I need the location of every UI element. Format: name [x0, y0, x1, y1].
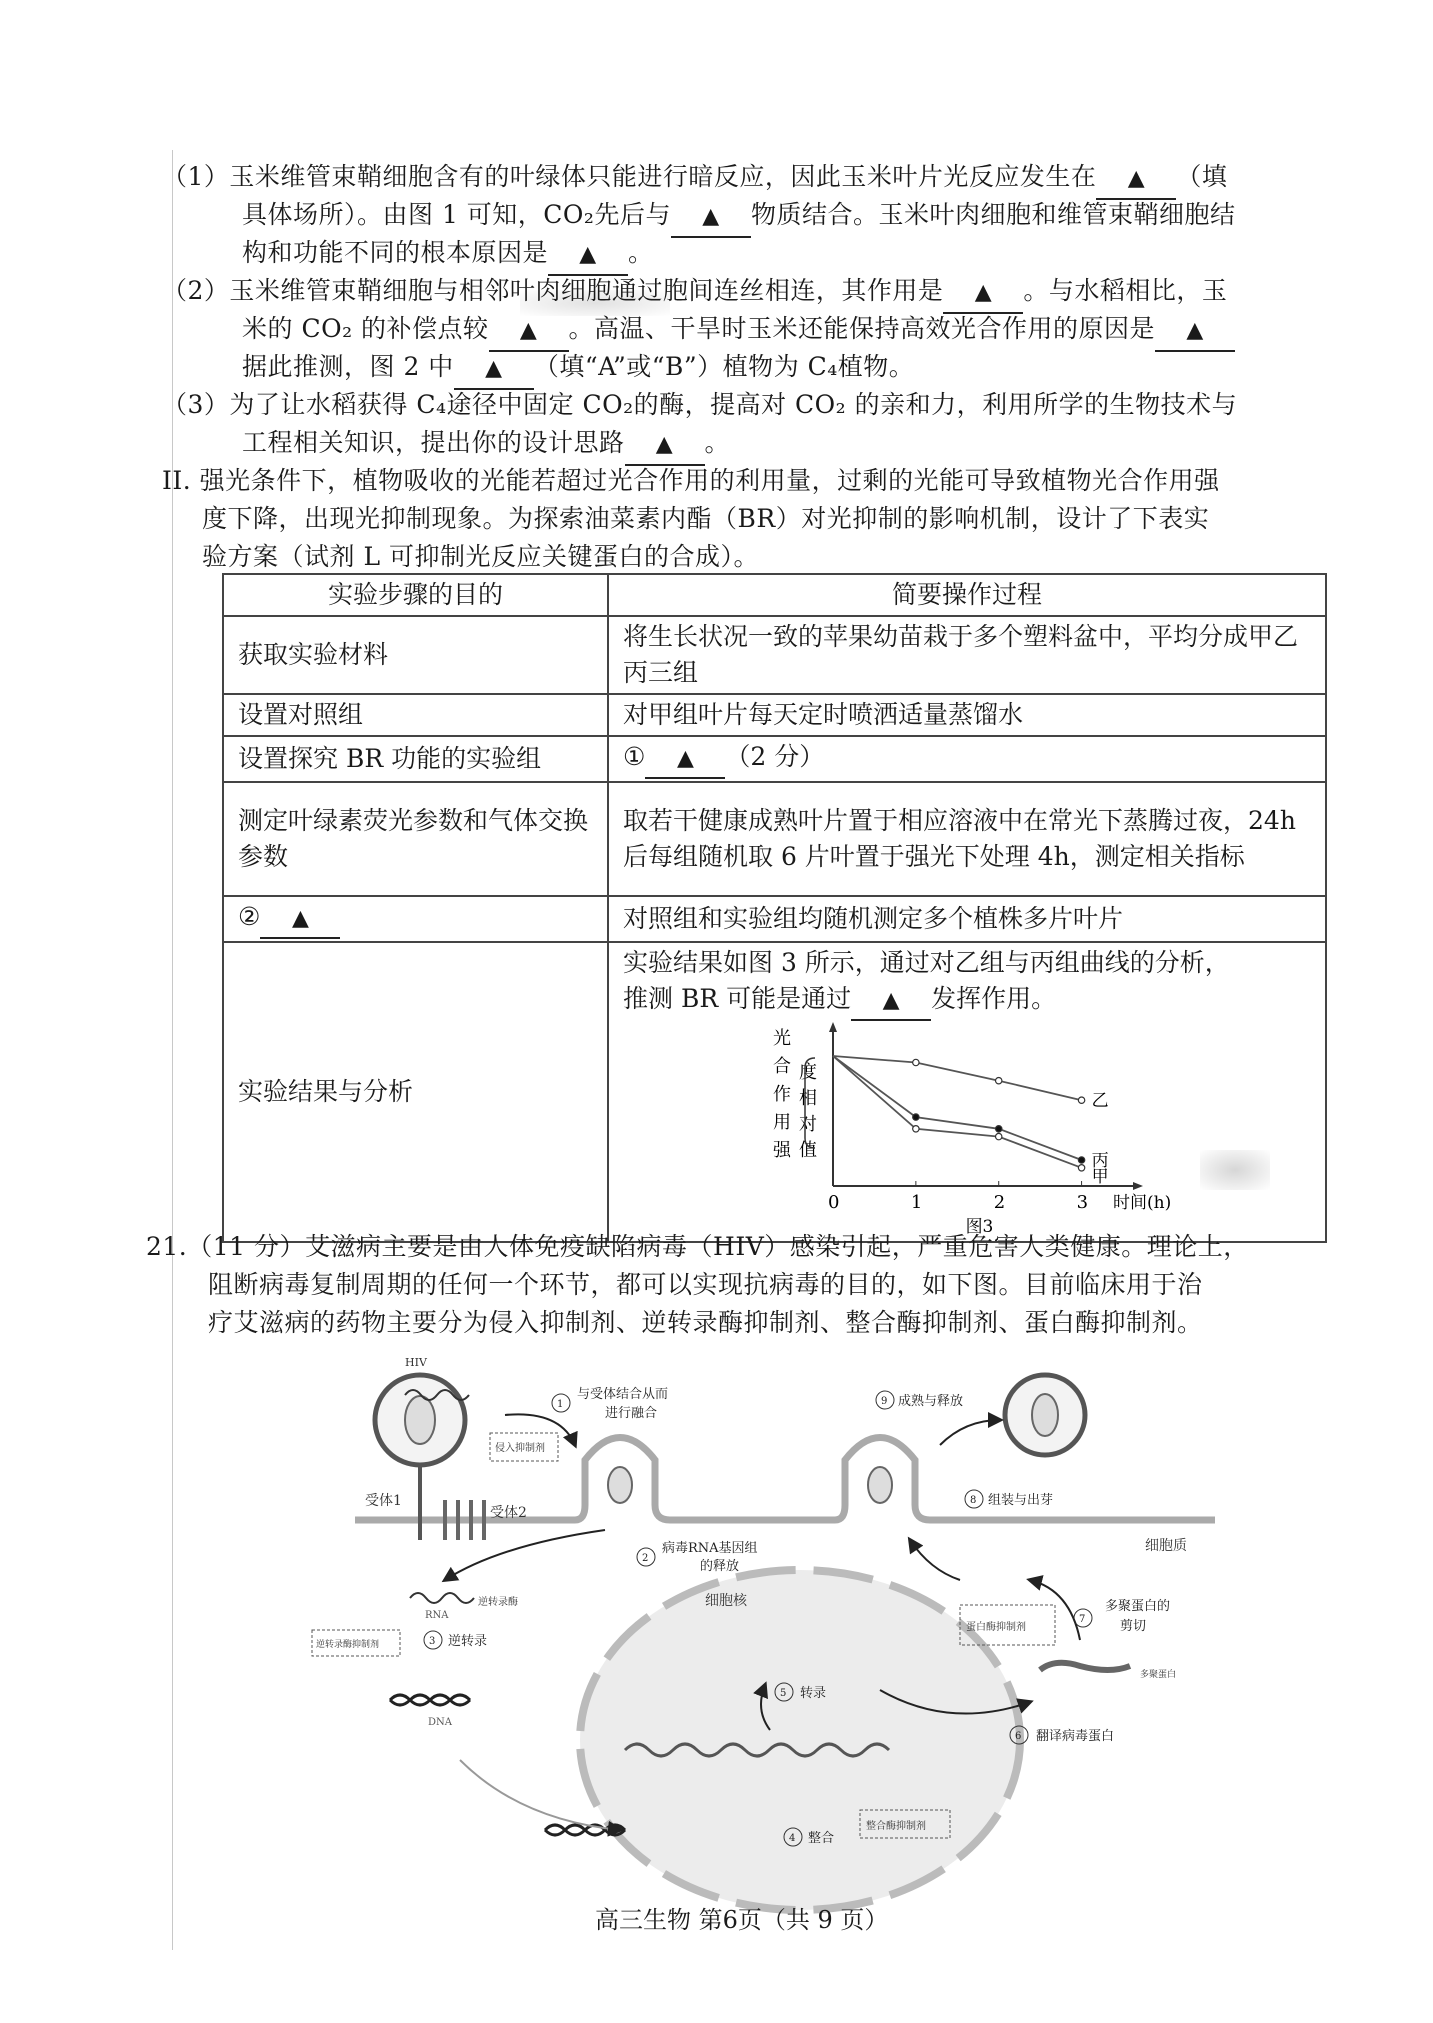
- q20-sub3-line1: [162, 386, 1237, 424]
- q20-sub2-line2: [242, 310, 1235, 352]
- step-label: 多聚蛋白的: [1105, 1599, 1171, 1614]
- text: 构和功能不同的根本原因是: [242, 238, 549, 267]
- y-axis-label-char: 光: [773, 1028, 791, 1049]
- table-row: [223, 694, 1326, 736]
- table-cell-process: 取若干健康成熟叶片置于相应溶液中在常光下蒸腾过夜，24h 后每组随机取 6 片叶置于强光下处理 4h，测定相关指标: [608, 782, 1326, 896]
- circled-number: ②: [238, 902, 261, 931]
- nucleus-shape: [580, 1570, 1020, 1910]
- step-label: 进行融合: [605, 1406, 658, 1421]
- x-tick-label: 1: [910, 1192, 923, 1213]
- x-tick-label: 3: [1076, 1192, 1089, 1213]
- text: 推测 BR 可能是通过: [623, 984, 852, 1013]
- q20-sub3-line2: [242, 424, 730, 466]
- cytoplasm-label: 细胞质: [1145, 1538, 1187, 1554]
- step-number: 8: [970, 1495, 977, 1506]
- table-cell-purpose: [223, 896, 608, 942]
- y-axis-label-char: 值: [799, 1140, 817, 1161]
- text: [623, 981, 1311, 1021]
- table-header: 实验步骤的目的: [223, 574, 608, 616]
- table-cell-purpose: 实验结果与分析: [223, 942, 608, 1242]
- step-label: 整合: [808, 1831, 835, 1846]
- table-cell-process: 对照组和实验组均随机测定多个植株多片叶片: [608, 896, 1326, 942]
- answer-blank[interactable]: [1096, 158, 1176, 200]
- text: 具体场所）。由图 1 可知，CO₂先后与: [242, 200, 671, 229]
- integrase-inhibitor-label: 整合酶抑制剂: [866, 1821, 926, 1832]
- answer-blank[interactable]: [645, 739, 725, 779]
- series-label: 乙: [1091, 1091, 1109, 1112]
- step-number: 4: [789, 1833, 796, 1844]
- step-label: 与受体结合从而: [577, 1387, 669, 1402]
- dna-label: DNA: [428, 1717, 452, 1728]
- step-number: 3: [429, 1636, 436, 1647]
- protease-inhibitor-label: 蛋白酶抑制剂: [966, 1622, 1026, 1633]
- blank-triangle-icon: ▲: [676, 746, 694, 771]
- data-point: [1078, 1165, 1084, 1171]
- q20-sub1-line1: [162, 158, 1227, 200]
- dna-helix-icon: [390, 1695, 470, 1705]
- q20-sub2-line1: [162, 272, 1227, 314]
- scan-smudge: [1200, 1150, 1270, 1190]
- data-point: [996, 1078, 1002, 1084]
- table-cell-process: 对甲组叶片每天定时喷洒适量蒸馏水: [608, 694, 1326, 736]
- y-axis-label-char: 作: [773, 1084, 791, 1105]
- blank-triangle-icon: ▲: [882, 988, 900, 1013]
- table-cell-purpose: 测定叶绿素荧光参数和气体交换参数: [223, 782, 608, 896]
- blank-triangle-icon: ▲: [702, 204, 720, 229]
- y-axis-label-char: 强: [773, 1140, 791, 1161]
- y-axis-arrow-icon: [829, 1022, 837, 1032]
- answer-blank[interactable]: [454, 348, 534, 390]
- reverse-transcriptase-label: 逆转录酶: [478, 1597, 518, 1608]
- data-point: [913, 1114, 919, 1120]
- step-label: 成熟与释放: [898, 1394, 964, 1409]
- y-axis-label-char: 用: [773, 1112, 791, 1133]
- q20-sub1-line2: [242, 196, 1235, 238]
- q20-sub2-line3: [242, 348, 914, 390]
- x-axis-arrow-icon: [1133, 1182, 1143, 1190]
- step-number: 7: [1079, 1614, 1086, 1625]
- step-number: 2: [642, 1553, 649, 1564]
- answer-blank[interactable]: [625, 424, 705, 466]
- figure3-chart: [743, 1021, 1172, 1237]
- table-cell-purpose: 设置探究 BR 功能的实验组: [223, 736, 608, 782]
- rna-label: RNA: [425, 1610, 449, 1621]
- step-label: 翻译病毒蛋白: [1036, 1729, 1115, 1744]
- q21-line3: 疗艾滋病的药物主要分为侵入抑制剂、逆转录酶抑制剂、整合酶抑制剂、蛋白酶抑制剂。: [208, 1308, 1203, 1337]
- q20-part2-line2: 度下降，出现光抑制现象。为探索油菜素内酯（BR）对光抑制的影响机制，设计了下表实: [202, 504, 1210, 533]
- text: （填“A”或“B”）植物为 C₄植物。: [533, 352, 915, 381]
- receptor2-label: 受体2: [490, 1505, 527, 1521]
- nucleus-label: 细胞核: [705, 1593, 747, 1609]
- step-number: 1: [557, 1399, 564, 1410]
- x-tick-label: 2: [993, 1192, 1006, 1213]
- table-row: [223, 736, 1326, 782]
- text: 。: [628, 238, 654, 267]
- answer-blank[interactable]: [260, 899, 340, 939]
- rt-inhibitor-label: 逆转录酶抑制剂: [316, 1640, 380, 1650]
- viral-core-icon: [868, 1467, 892, 1503]
- table-cell-purpose: 设置对照组: [223, 694, 608, 736]
- table-row: [223, 782, 1326, 896]
- data-point: [1078, 1097, 1084, 1103]
- x-axis-label: 时间(h): [1113, 1193, 1172, 1213]
- text: 工程相关知识，提出你的设计思路: [242, 428, 625, 457]
- table-cell-process: [608, 942, 1326, 1242]
- data-point: [1078, 1157, 1084, 1163]
- blank-triangle-icon: ▲: [1186, 318, 1204, 343]
- y-axis-label-char: 合: [773, 1056, 791, 1077]
- answer-blank[interactable]: [671, 196, 751, 238]
- table-row: [223, 896, 1326, 942]
- step-number: 9: [881, 1396, 888, 1407]
- blank-triangle-icon: ▲: [579, 242, 597, 267]
- blank-triangle-icon: ▲: [1127, 166, 1146, 191]
- blank-triangle-icon: ▲: [655, 432, 674, 457]
- viral-core-icon: [608, 1467, 632, 1503]
- text: （填: [1176, 162, 1228, 191]
- data-point: [996, 1126, 1002, 1132]
- answer-blank[interactable]: [489, 310, 569, 352]
- q20-part2-line3: 验方案（试剂 L 可抑制光反应关键蛋白的合成）。: [202, 542, 759, 571]
- table-cell-process: [608, 736, 1326, 782]
- polyprotein-label: 多聚蛋白: [1140, 1670, 1177, 1680]
- y-axis-label-char: 对: [799, 1114, 817, 1135]
- series-line-乙: [833, 1056, 1082, 1100]
- step-label: 逆转录: [448, 1634, 488, 1649]
- y-axis-label-char: 相: [799, 1088, 817, 1109]
- hiv-replication-diagram: [0, 1340, 1433, 1900]
- data-point: [913, 1126, 919, 1132]
- answer-blank[interactable]: [851, 981, 931, 1021]
- q20-part2-line1: II. 强光条件下，植物吸收的光能若超过光合作用的利用量，过剩的光能可导致植物光合作用强: [162, 466, 1220, 495]
- text: 发挥作用。: [931, 984, 1057, 1013]
- receptor1-label: 受体1: [365, 1493, 402, 1509]
- text: 物质结合。玉米叶肉细胞和维管束鞘细胞结: [750, 200, 1236, 229]
- table-header: 简要操作过程: [608, 574, 1326, 616]
- blank-triangle-icon: ▲: [519, 318, 538, 343]
- answer-blank[interactable]: [548, 234, 628, 276]
- q20-sub1-line3: [242, 234, 654, 276]
- step-number: 5: [780, 1688, 787, 1699]
- step-label: 病毒RNA基因组: [662, 1541, 758, 1556]
- blank-triangle-icon: ▲: [485, 356, 503, 381]
- circled-number: ①: [623, 742, 646, 771]
- series-label: 丙: [1091, 1151, 1109, 1171]
- text: 米的 CO₂ 的补偿点较: [242, 314, 489, 343]
- chart-title: 图3: [965, 1217, 994, 1237]
- series-line-甲: [833, 1056, 1082, 1168]
- table-cell-purpose: 获取实验材料: [223, 616, 608, 694]
- data-point: [913, 1059, 919, 1065]
- text: （2）玉米维管束鞘细胞与相邻叶肉细胞通过胞间连丝相连，其作用是: [162, 276, 944, 305]
- text: （3）为了让水稻获得 C₄途径中固定 CO₂的酶，提高对 CO₂ 的亲和力，利用所学的生物技术与: [162, 390, 1238, 419]
- experiment-table: [222, 573, 1327, 1243]
- step-label: 转录: [800, 1686, 827, 1701]
- page-footer: 高三生物 第6页（共 9 页）: [595, 1906, 889, 1934]
- hiv-virion-icon: [375, 1375, 465, 1540]
- text: 据此推测，图 2 中: [242, 352, 454, 381]
- blank-triangle-icon: ▲: [291, 906, 309, 931]
- answer-blank[interactable]: [1155, 310, 1235, 352]
- score-note: （2 分）: [725, 742, 825, 771]
- step-label: 剪切: [1120, 1619, 1147, 1634]
- table-row: [223, 616, 1326, 694]
- table-header-row: [223, 574, 1326, 616]
- hiv-label: HIV: [405, 1356, 427, 1369]
- entry-inhibitor-label: 侵入抑制剂: [495, 1443, 545, 1454]
- q21-line1: 21.（11 分）艾滋病主要是由人体免疫缺陷病毒（HIV）感染引起，严重危害人类健康。理论上，: [146, 1232, 1249, 1261]
- q21-line2: 阻断病毒复制周期的任何一个环节，都可以实现抗病毒的目的，如下图。目前临床用于治: [208, 1270, 1203, 1299]
- mature-hiv-virion-icon: [1005, 1375, 1085, 1455]
- text: 。与水稻相比，玉: [1023, 276, 1228, 305]
- step-label: 的释放: [700, 1559, 740, 1574]
- table-row: [223, 942, 1326, 1242]
- answer-blank[interactable]: [943, 272, 1023, 314]
- step-label: 组装与出芽: [988, 1493, 1054, 1508]
- table-cell-process: 将生长状况一致的苹果幼苗栽于多个塑料盆中，平均分成甲乙丙三组: [608, 616, 1326, 694]
- blank-triangle-icon: ▲: [974, 280, 993, 305]
- polyprotein-icon: [1040, 1663, 1130, 1670]
- step-number: 6: [1015, 1731, 1022, 1742]
- x-tick-label: 0: [828, 1192, 840, 1213]
- text: （1）玉米维管束鞘细胞含有的叶绿体只能进行暗反应，因此玉米叶片光反应发生在: [162, 162, 1097, 191]
- y-axis-label-char: 度: [799, 1062, 817, 1083]
- text: 实验结果如图 3 所示，通过对乙组与丙组曲线的分析，: [623, 948, 1230, 977]
- text: 。高温、干旱时玉米还能保持高效光合作用的原因是: [568, 314, 1156, 343]
- data-point: [996, 1133, 1002, 1139]
- series-label: 甲: [1091, 1166, 1109, 1187]
- text: 。: [704, 428, 731, 457]
